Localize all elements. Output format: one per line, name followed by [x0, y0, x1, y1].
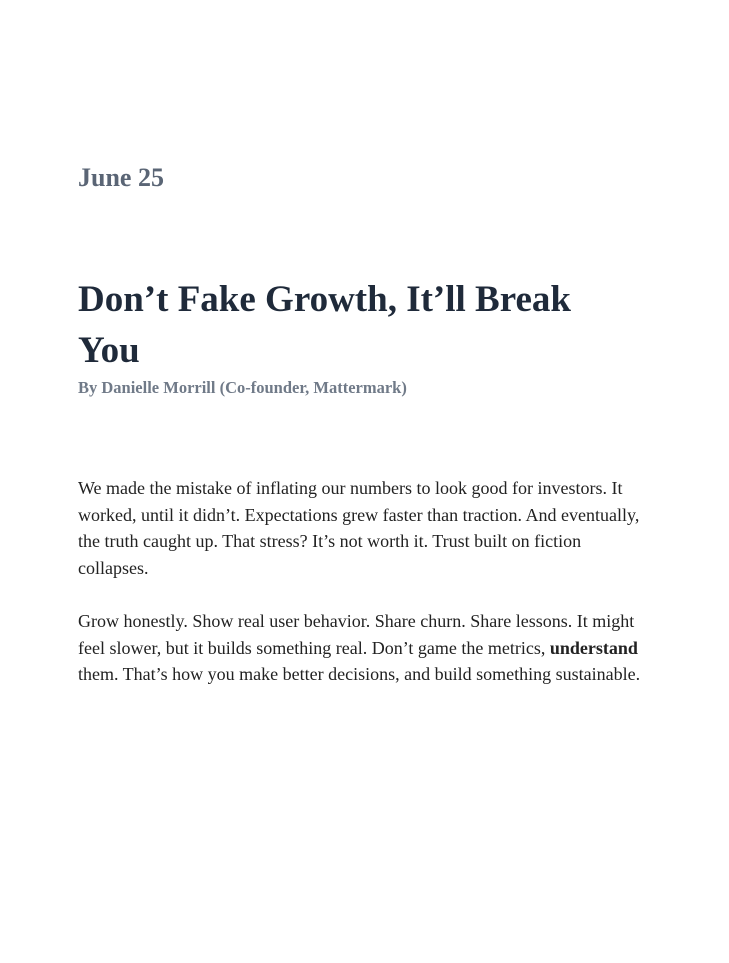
article-body	[78, 475, 653, 688]
paragraph-2-text-after: them. That’s how you make better decisions, and build something sustainable.	[78, 664, 641, 684]
body-paragraph-1: We made the mistake of inflating our numbers to look good for investors. It worked, until it didn’t. Expectations grew faster than traction. And eventually, the truth caught up. That stress? It’s not worth it. Trust built on fiction collapses.	[78, 478, 640, 578]
article-title: Don’t Fake Growth, It’ll Break You	[78, 279, 571, 371]
author-byline: By Danielle Morrill (Co-founder, Mattermark)	[78, 378, 407, 397]
body-paragraph-2	[78, 608, 653, 688]
paragraph-2-text-before: Grow honestly. Show real user behavior. Share churn. Share lessons. It might feel slower, but it builds something real. Don’t game the metrics,	[78, 611, 635, 658]
entry-date: June 25	[78, 163, 164, 192]
emphasized-word: understand	[549, 637, 638, 658]
